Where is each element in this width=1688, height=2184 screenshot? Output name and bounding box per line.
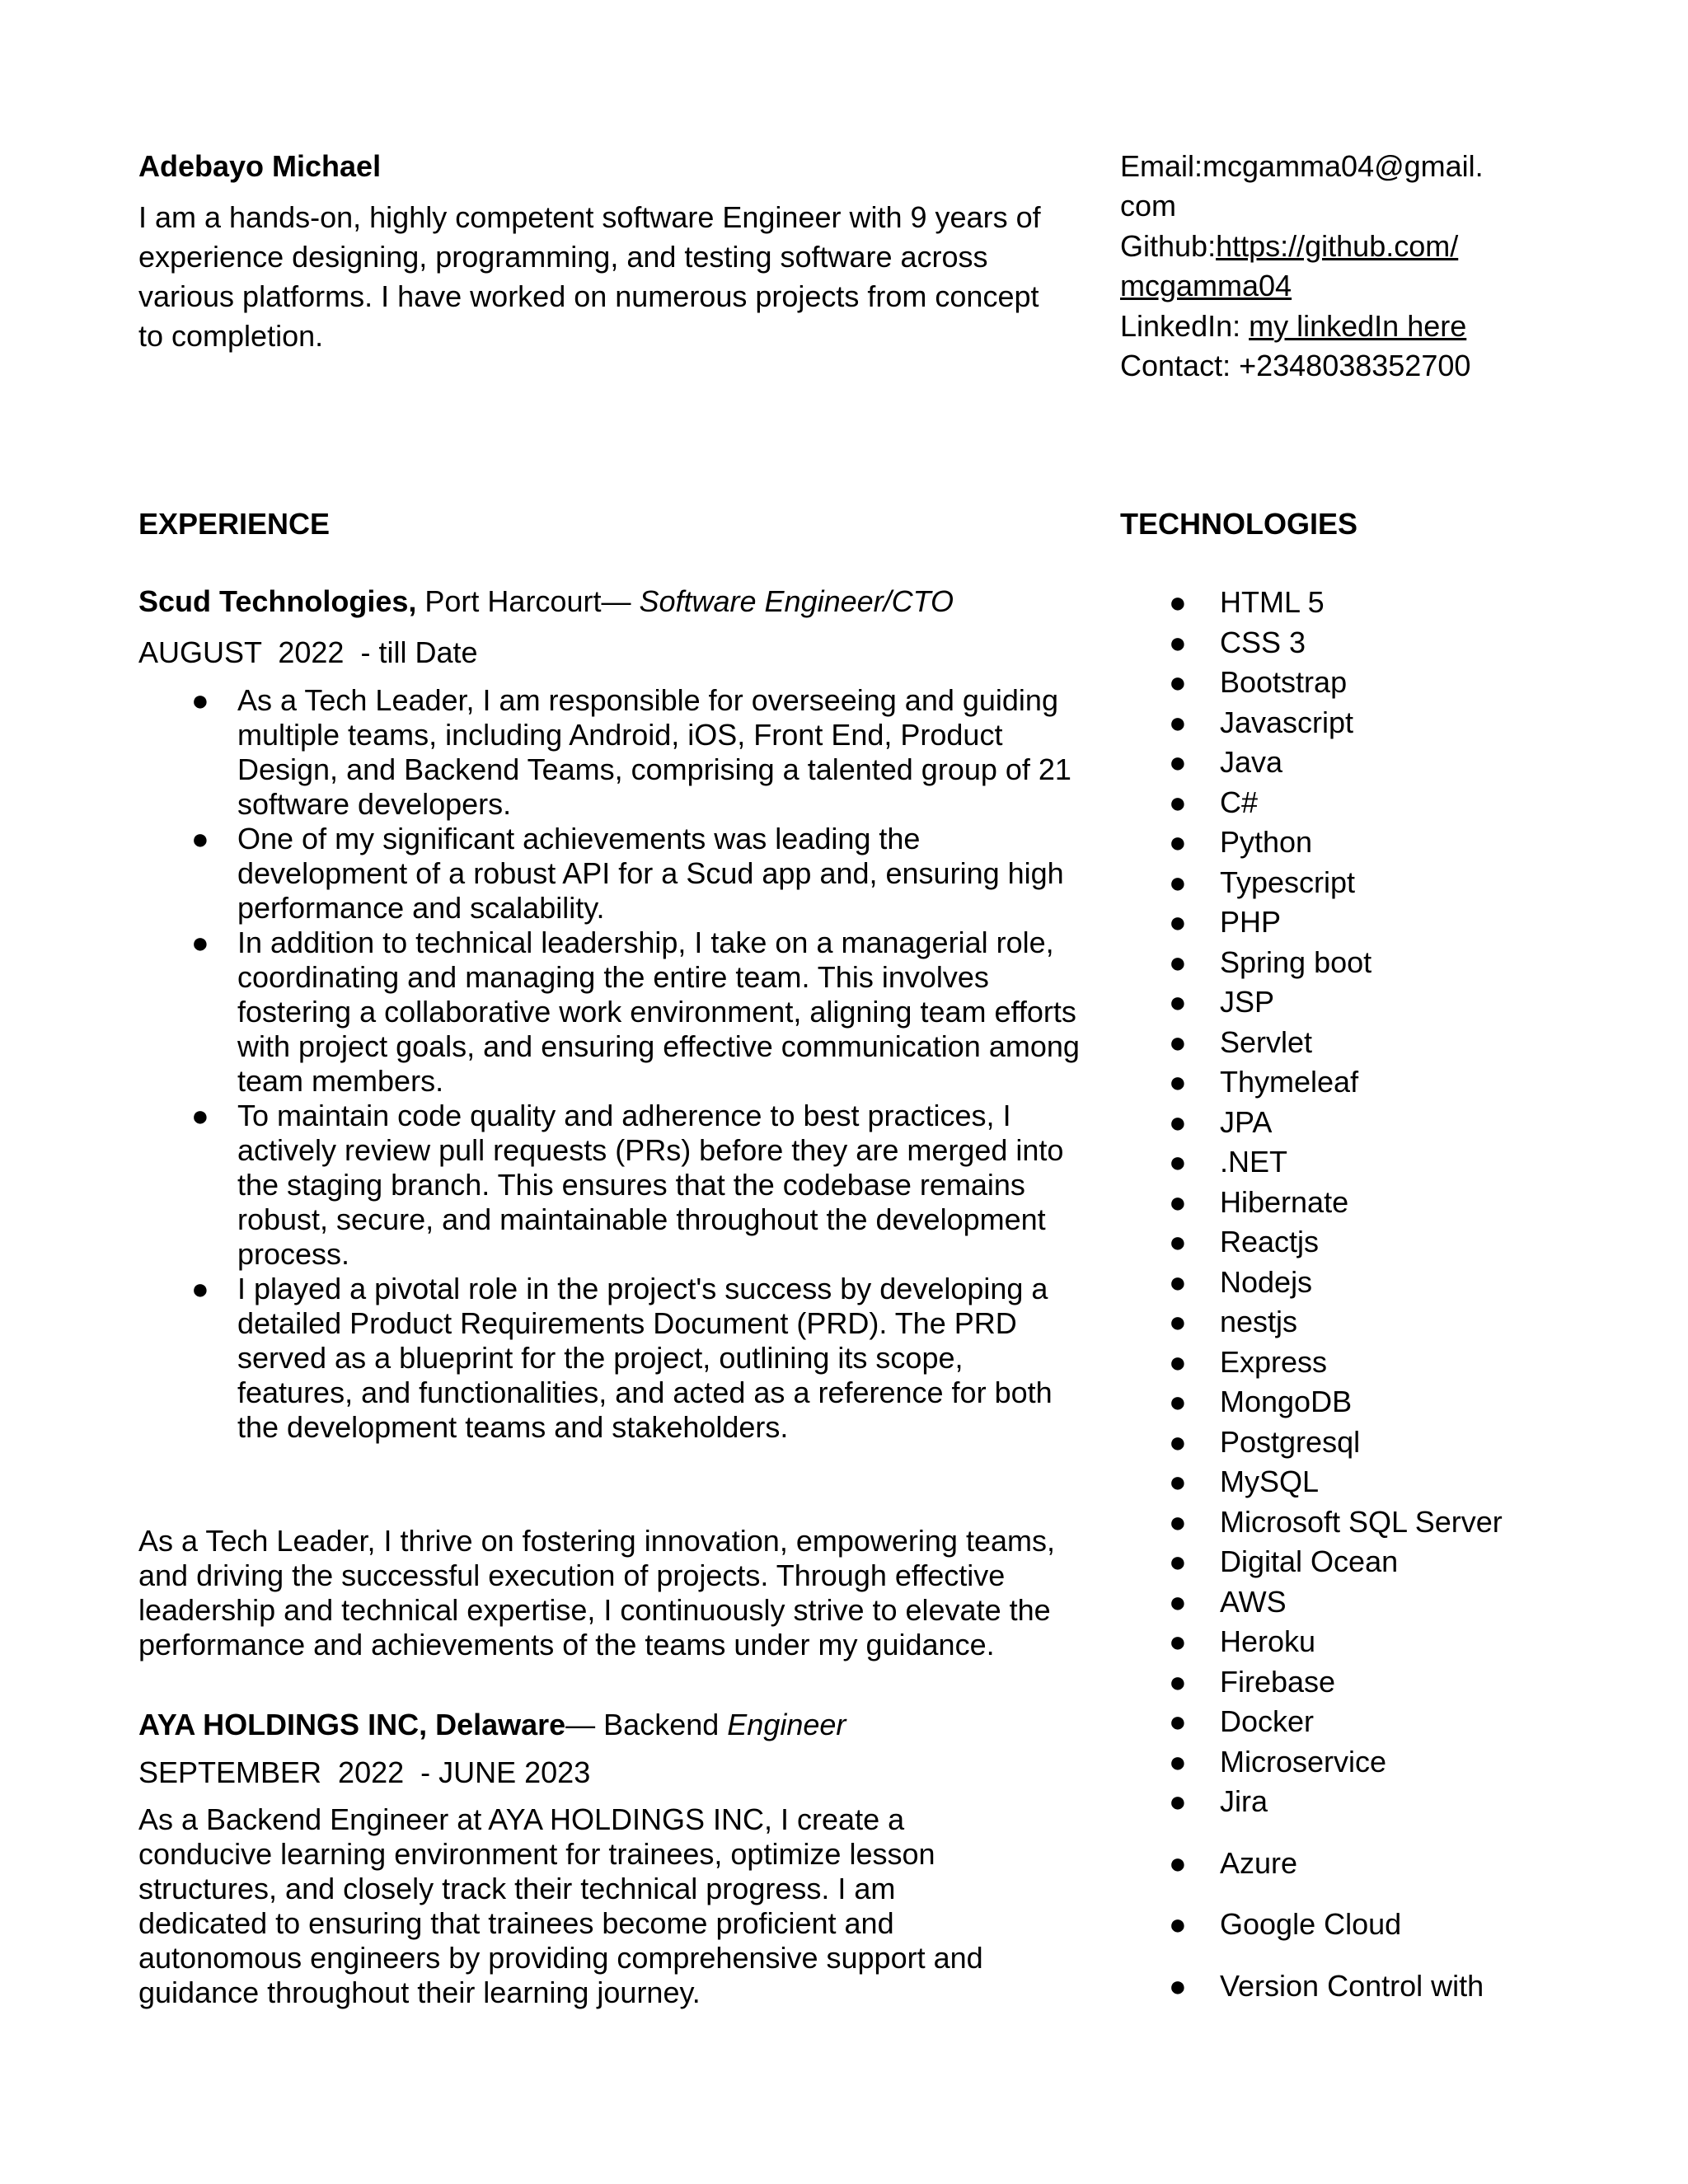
- technology-label: Express: [1220, 1344, 1328, 1379]
- bullet-icon: ●: [1169, 1344, 1187, 1379]
- technology-label: Typescript: [1220, 865, 1356, 899]
- job-role-plain: — Backend: [565, 1708, 728, 1741]
- technology-label: Servlet: [1220, 1024, 1313, 1059]
- bullet-text: As a Tech Leader, I am responsible for overseeing and guiding multiple teams, including Android, iOS, Front End, Product Design, and Backend Teams, comprising a talented group of 21 software developers.: [237, 683, 1071, 821]
- technology-label: MongoDB: [1220, 1385, 1353, 1418]
- technology-item: [1169, 1422, 1503, 1463]
- technology-item: [1169, 1222, 1503, 1263]
- linkedin-link[interactable]: my linkedIn here: [1249, 308, 1467, 343]
- technology-item: [1169, 1582, 1503, 1623]
- bullet-icon: ●: [1169, 705, 1187, 739]
- company-name: Scud Technologies,: [138, 584, 417, 618]
- technology-item: [1169, 1662, 1503, 1703]
- technology-label: Microsoft SQL Server: [1220, 1504, 1503, 1539]
- bullet-icon: ●: [1169, 865, 1187, 899]
- bullet-icon: ●: [1169, 985, 1187, 1019]
- bullet-icon: ●: [1169, 1704, 1187, 1738]
- resume-name: Adebayo Michael: [138, 149, 382, 183]
- technology-label: Spring boot: [1220, 944, 1372, 979]
- technology-item: [1169, 1183, 1503, 1223]
- bullet-icon: ●: [1169, 665, 1187, 699]
- github-label: Github:: [1120, 228, 1217, 263]
- company-name: AYA HOLDINGS INC, Delaware: [138, 1708, 566, 1741]
- email-line-cont: [1120, 186, 1549, 226]
- technology-item: [1169, 1462, 1503, 1502]
- job-location: Port Harcourt—: [416, 584, 640, 618]
- technology-item: [1169, 1343, 1503, 1383]
- bullet-icon: ●: [1169, 1907, 1187, 1941]
- bullet-icon: ●: [1169, 1624, 1187, 1658]
- technology-item: [1169, 1622, 1503, 1662]
- bullet-icon: ●: [1169, 1225, 1187, 1258]
- technology-item: [1169, 902, 1503, 943]
- technology-label: AWS: [1220, 1584, 1287, 1619]
- linkedin-line: [1120, 307, 1549, 346]
- bullet-icon: ●: [1169, 1504, 1187, 1539]
- bullet-icon: ●: [1169, 745, 1187, 779]
- email-value: mcgamma04@gmail.: [1203, 149, 1484, 183]
- technology-label: Postgresql: [1220, 1424, 1361, 1459]
- bullet-text: In addition to technical leadership, I take on a managerial role, coordinating and managing the entire team. This involves fostering a collaborative work environment, aligning team efforts with project goals, and ensuring effective communication among team members.: [237, 926, 1080, 1098]
- technology-label: Java: [1220, 745, 1283, 779]
- bullet-icon: ●: [1169, 1305, 1187, 1338]
- job-header-aya: [138, 1705, 846, 1745]
- bullet-icon: ●: [1169, 1065, 1187, 1099]
- technology-item: [1169, 1142, 1503, 1183]
- technology-label: HTML 5: [1220, 585, 1325, 619]
- technology-item: [1169, 583, 1503, 623]
- technology-label: Digital Ocean: [1220, 1544, 1399, 1578]
- job-dates: SEPTEMBER 2022 - JUNE 2023: [138, 1755, 591, 1789]
- phone-value: +2348038352700: [1239, 349, 1471, 383]
- technology-item: [1169, 1062, 1503, 1103]
- experience-heading: EXPERIENCE: [138, 507, 331, 541]
- phone-label: Contact:: [1120, 349, 1240, 383]
- bullet-icon: ●: [1169, 1744, 1187, 1779]
- github-line: [1120, 227, 1549, 266]
- list-item: [138, 683, 1086, 822]
- bullet-icon: ●: [1169, 625, 1187, 659]
- job-role: Software Engineer/CTO: [639, 584, 954, 618]
- technology-label: Python: [1220, 825, 1313, 859]
- technology-label: Azure: [1220, 1845, 1298, 1880]
- github-line-cont: [1120, 266, 1549, 306]
- technology-item: [1169, 982, 1503, 1023]
- bullet-icon: ●: [191, 683, 209, 717]
- technology-item: [1169, 743, 1503, 783]
- technology-item: [1169, 823, 1503, 863]
- technology-label: Hibernate: [1220, 1184, 1349, 1219]
- job-bullet-list: [138, 683, 1086, 1445]
- job-role: Engineer: [727, 1708, 846, 1741]
- bullet-text: I played a pivotal role in the project's success by developing a detailed Product Requirements Document (PRD). The PRD served as a blueprint for the project, outlining its scope, features, and functionalities, and acted as a reference for both the development teams and stakeholders.: [237, 1272, 1053, 1444]
- bullet-icon: ●: [1169, 1465, 1187, 1498]
- professional-summary: I am a hands-on, highly competent software Engineer with 9 years of experience designing, programming, and testing software across various platforms. I have worked on numerous projects from concept to completion.: [138, 200, 1041, 353]
- technology-label: Jira: [1220, 1784, 1268, 1818]
- bullet-icon: ●: [1169, 785, 1187, 819]
- bullet-icon: ●: [1169, 1424, 1187, 1459]
- bullet-icon: ●: [1169, 1845, 1187, 1880]
- technology-label: nestjs: [1220, 1305, 1298, 1338]
- technology-label: .NET: [1220, 1145, 1288, 1179]
- technology-item: [1169, 1905, 1503, 1945]
- technology-item: [1169, 783, 1503, 823]
- bullet-icon: ●: [191, 822, 209, 855]
- technology-item: [1169, 1542, 1503, 1582]
- technology-item: [1169, 1742, 1503, 1783]
- technology-label: Docker: [1220, 1704, 1315, 1738]
- bullet-icon: ●: [1169, 1664, 1187, 1699]
- technology-label: Heroku: [1220, 1624, 1316, 1658]
- bullet-icon: ●: [191, 1099, 209, 1132]
- job-header-scud: [138, 582, 954, 621]
- technology-label: JPA: [1220, 1104, 1273, 1139]
- technology-label: C#: [1220, 785, 1259, 819]
- list-item: [138, 1272, 1086, 1445]
- technologies-list: [1169, 583, 1503, 2006]
- technology-label: Bootstrap: [1220, 665, 1348, 699]
- bullet-icon: ●: [1169, 1544, 1187, 1578]
- bullet-icon: ●: [1169, 825, 1187, 859]
- github-link-cont[interactable]: mcgamma04: [1120, 269, 1292, 303]
- technology-label: Microservice: [1220, 1744, 1387, 1779]
- technology-item: [1169, 1103, 1503, 1143]
- technology-label: Nodejs: [1220, 1264, 1313, 1299]
- technology-item: [1169, 1782, 1503, 1822]
- contact-block: [1120, 147, 1549, 386]
- technology-label: Google Cloud: [1220, 1907, 1402, 1941]
- technology-item: [1169, 1702, 1503, 1742]
- technology-item: [1169, 623, 1503, 663]
- technology-label: Firebase: [1220, 1664, 1336, 1699]
- technology-item: [1169, 1382, 1503, 1422]
- linkedin-label: LinkedIn:: [1120, 308, 1250, 343]
- phone-line: [1120, 346, 1549, 386]
- bullet-icon: ●: [1169, 1968, 1187, 2003]
- bullet-icon: ●: [1169, 1104, 1187, 1139]
- technology-item: [1169, 1966, 1503, 2007]
- bullet-icon: ●: [1169, 1584, 1187, 1619]
- technology-label: CSS 3: [1220, 625, 1306, 659]
- technology-label: Thymeleaf: [1220, 1065, 1359, 1099]
- technology-item: [1169, 1263, 1503, 1303]
- technology-item: [1169, 863, 1503, 903]
- bullet-text: One of my significant achievements was leading the development of a robust API for a Scud app and, ensuring high performance and scalability.: [237, 822, 1064, 925]
- bullet-icon: ●: [1169, 1264, 1187, 1299]
- bullet-icon: ●: [1169, 1145, 1187, 1179]
- bullet-icon: ●: [1169, 905, 1187, 939]
- technology-label: PHP: [1220, 905, 1282, 939]
- email-line: [1120, 147, 1549, 186]
- technology-label: Reactjs: [1220, 1225, 1320, 1258]
- bullet-icon: ●: [1169, 1385, 1187, 1418]
- bullet-text: To maintain code quality and adherence to best practices, I actively review pull requests (PRs) before they are merged into the staging branch. This ensures that the codebase remains robust, secure, and maintainable throughout the development process.: [237, 1099, 1064, 1271]
- technology-item: [1169, 943, 1503, 983]
- technology-item: [1169, 1502, 1503, 1543]
- technologies-heading: TECHNOLOGIES: [1120, 507, 1358, 541]
- technology-item: [1169, 1844, 1503, 1884]
- list-item: [138, 926, 1086, 1099]
- job-closing-paragraph: As a Tech Leader, I thrive on fostering innovation, empowering teams, and driving the successful execution of projects. Through effective leadership and technical expertise, I continuously strive to elevate the performance and achievements of the teams under my guidance.: [138, 1524, 1055, 1661]
- bullet-icon: ●: [1169, 1024, 1187, 1059]
- technology-item: [1169, 1302, 1503, 1343]
- github-link[interactable]: https://github.com/: [1216, 228, 1459, 263]
- technology-label: Version Control with: [1220, 1968, 1484, 2003]
- job-dates: AUGUST 2022 - till Date: [138, 635, 478, 669]
- technology-label: Javascript: [1220, 705, 1354, 739]
- bullet-icon: ●: [191, 1272, 209, 1305]
- list-item: [138, 822, 1086, 926]
- bullet-icon: ●: [1169, 1184, 1187, 1219]
- technology-item: [1169, 703, 1503, 743]
- technology-item: [1169, 663, 1503, 703]
- bullet-icon: ●: [1169, 944, 1187, 979]
- bullet-icon: ●: [191, 926, 209, 959]
- email-value-cont: com: [1120, 189, 1177, 223]
- bullet-icon: ●: [1169, 585, 1187, 619]
- technology-label: JSP: [1220, 985, 1275, 1019]
- technology-label: MySQL: [1220, 1465, 1320, 1498]
- bullet-icon: ●: [1169, 1784, 1187, 1818]
- job-description: As a Backend Engineer at AYA HOLDINGS INC, I create a conducive learning environment for trainees, optimize lesson structures, and closely track their technical progress. I am dedicated to ensuring that trainees become proficient and autonomous engineers by providing comprehensive support and guidance throughout their learning journey.: [138, 1802, 983, 2009]
- technology-item: [1169, 1023, 1503, 1063]
- email-label: Email:: [1120, 149, 1203, 183]
- list-item: [138, 1099, 1086, 1272]
